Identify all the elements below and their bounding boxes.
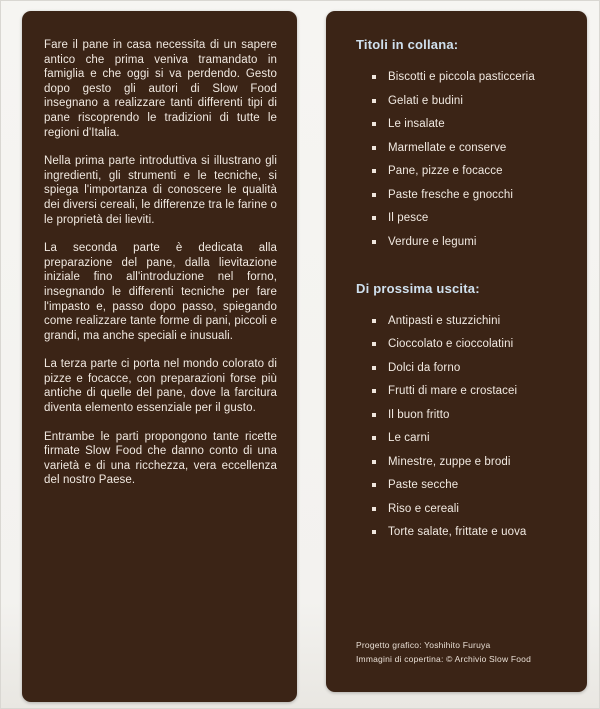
upcoming-title-item: Il buon fritto [372, 408, 571, 422]
series-title-item: Paste fresche e gnocchi [372, 188, 571, 202]
upcoming-title-item: Antipasti e stuzzichini [372, 314, 571, 328]
intro-paragraph-2: Nella prima parte introduttiva si illustrano gli ingredienti, gli strumenti e le tecniche, si spiega l'importanza di conoscere le qualità dei diversi cereali, le differenze tra le farine o le proprietà dei lieviti. [44, 155, 277, 226]
upcoming-title-item: Cioccolato e cioccolatini [372, 337, 571, 351]
intro-paragraph-5: Entrambe le parti propongono tante ricette firmate Slow Food che danno conto di una varietà e di una ricchezza, vera eccellenza del nostro Paese. [44, 430, 277, 487]
left-flap-panel [22, 11, 297, 702]
upcoming-heading: Di prossima uscita: [356, 280, 480, 296]
upcoming-title-item: Minestre, zuppe e brodi [372, 455, 571, 469]
series-title-item: Pane, pizze e focacce [372, 164, 571, 178]
upcoming-title-item: Frutti di mare e crostacei [372, 384, 571, 398]
series-heading: Titoli in collana: [356, 37, 459, 52]
credits [356, 639, 531, 666]
series-title-item: Verdure e legumi [372, 235, 571, 249]
credit-line-design: Progetto grafico: Yoshihito Furuya [356, 640, 491, 650]
series-title-item: Gelati e budini [372, 94, 571, 108]
upcoming-title-item: Torte salate, frittate e uova [372, 525, 571, 539]
upcoming-title-item: Paste secche [372, 478, 571, 492]
intro-paragraph-4: La terza parte ci porta nel mondo colorato di pizze e focacce, con preparazioni forse più antiche di quelle del pane, dove la farcitura diventa elemento essenziale per il gusto. [44, 358, 277, 415]
upcoming-list [356, 314, 571, 540]
right-flap-panel [326, 11, 587, 692]
intro-paragraph-3: La seconda parte è dedicata alla preparazione del pane, dalla lievitazione iniziale fino all'introduzione nel forno, insegnando le differenti tecniche per fare l'impasto e, passo dopo passo, spiegando come realizzare tante forme di pani, piccoli e grandi, ma anche speciali e inusuali. [44, 242, 277, 342]
series-title-item: Le insalate [372, 117, 571, 131]
series-title-item: Biscotti e piccola pasticceria [372, 70, 571, 84]
series-title-item: Il pesce [372, 211, 571, 225]
intro-paragraph-1: Fare il pane in casa necessita di un sapere antico che prima veniva tramandato in famiglia e che oggi si va perdendo. Gesto dopo gesto gli autori di Slow Food insegnano a realizzare tanti differenti tipi di pane riscoprendo le tradizioni di tutte le regioni d'Italia. [44, 39, 277, 139]
series-list [356, 70, 571, 249]
upcoming-title-item: Riso e cereali [372, 502, 571, 516]
upcoming-title-item: Dolci da forno [372, 361, 571, 375]
series-title-item: Marmellate e conserve [372, 141, 571, 155]
credit-line-images: Immagini di copertina: © Archivio Slow Food [356, 653, 532, 664]
upcoming-title-item: Le carni [372, 431, 571, 445]
